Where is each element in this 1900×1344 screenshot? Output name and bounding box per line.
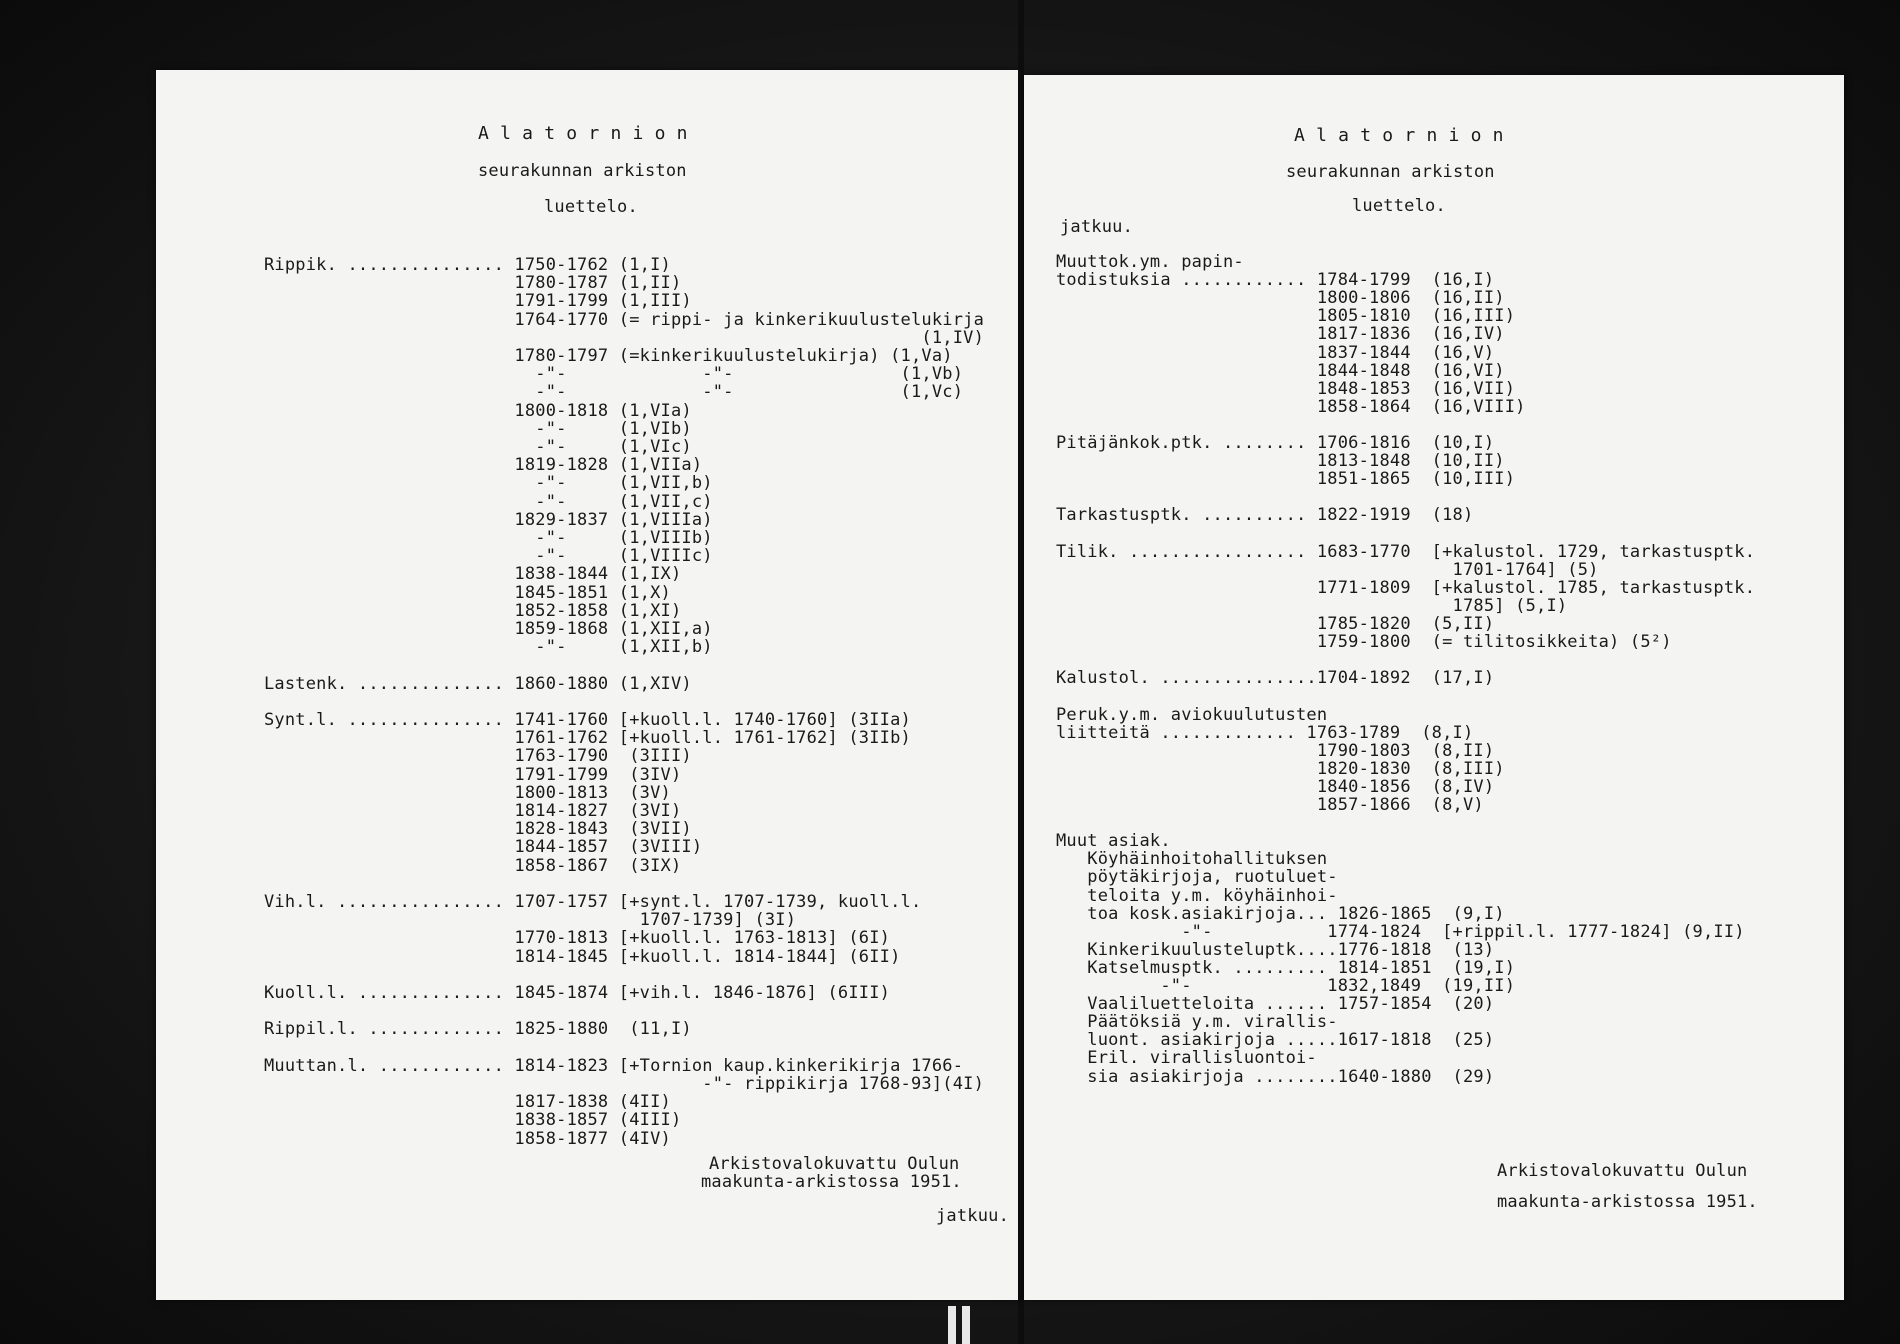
catalog-line: 1838-1857 (4III) [264,1110,682,1131]
catalog-line: Peruk.y.m. aviokuulutusten [1056,704,1328,725]
right-page [1024,75,1844,1300]
right-title: A l a t o r n i o n [1294,125,1504,146]
catalog-line: 1763-1790 (3III) [264,746,692,767]
right-continued: jatkuu. [1060,217,1134,237]
catalog-line: 1858-1877 (4IV) [264,1128,671,1149]
catalog-line: -"- (1,VIIIb) [264,528,713,548]
catalog-line: 1837-1844 (16,V) [1056,342,1495,363]
catalog-line: (1,IV) [264,327,985,348]
catalog-line: 1844-1857 (3VIII) [264,837,703,858]
catalog-line: 1813-1848 (10,II) [1056,451,1505,472]
catalog-line: 1780-1797 (=kinkerikuulustelukirja) (1,Va) [264,346,953,366]
right-note-line2: maakunta-arkistossa 1951. [1497,1192,1758,1212]
left-page [156,70,1018,1300]
catalog-line: 1791-1799 (3IV) [264,764,682,785]
catalog-line: -"- (1,XII,b) [264,637,713,658]
catalog-line: 1707-1739] (3I) [264,910,797,931]
catalog-line: 1858-1864 (16,VIII) [1056,396,1526,417]
catalog-line: 1858-1867 (3IX) [264,855,682,876]
catalog-line: 1852-1858 (1,XI) [264,600,682,621]
catalog-line: 1828-1843 (3VII) [264,819,692,840]
catalog-line: -"- 1774-1824 [+rippil.l. 1777-1824] (9,II) [1056,921,1745,942]
catalog-line: liitteitä ............. 1763-1789 (8,I) [1056,722,1474,743]
catalog-line: 1785] (5,I) [1056,595,1568,616]
catalog-line: -"- (1,VII,c) [264,491,713,512]
catalog-line: Pitäjänkok.ptk. ........ 1706-1816 (10,I) [1056,433,1495,453]
catalog-line: luont. asiakirjoja .....1617-1818 (25) [1056,1030,1495,1051]
catalog-line: Synt.l. ............... 1741-1760 [+kuoll.l. 1740-1760] (3IIa) [264,710,911,730]
catalog-line: todistuksia ............ 1784-1799 (16,I) [1056,270,1495,291]
catalog-line: 1780-1787 (1,II) [264,273,682,294]
catalog-line: 1857-1866 (8,V) [1056,795,1484,815]
catalog-line: Eril. virallisluontoi- [1056,1048,1317,1069]
left-subtitle: seurakunnan arkiston [478,161,687,181]
catalog-line: Muuttok.ym. papin- [1056,252,1244,272]
catalog-line: 1761-1762 [+kuoll.l. 1761-1762] (3IIb) [264,728,911,749]
catalog-line: 1848-1853 (16,VII) [1056,378,1516,399]
catalog-line: -"- (1,VIc) [264,437,692,457]
left-note-line2: maakunta-arkistossa 1951. [701,1172,962,1192]
catalog-line: 1791-1799 (1,III) [264,291,692,312]
right-note-line1: Arkistovalokuvattu Oulun [1497,1161,1748,1181]
catalog-line: -"- (1,VIIIc) [264,546,713,567]
left-continued: jatkuu. [936,1206,1010,1226]
catalog-line: 1770-1813 [+kuoll.l. 1763-1813] (6I) [264,928,891,949]
catalog-line: 1701-1764] (5) [1056,559,1599,580]
catalog-line: Muut asiak. [1056,831,1171,852]
catalog-line: Lastenk. .............. 1860-1880 (1,XIV) [264,673,692,694]
catalog-line: Kuoll.l. .............. 1845-1874 [+vih.l. 1846-1876] (6III) [264,983,891,1003]
catalog-line: 1851-1865 (10,III) [1056,469,1516,490]
catalog-line: 1790-1803 (8,II) [1056,740,1495,761]
catalog-line: -"- 1832,1849 (19,II) [1056,976,1516,996]
catalog-line: 1814-1845 [+kuoll.l. 1814-1844] (6II) [264,946,901,967]
catalog-line: 1814-1827 (3VI) [264,801,682,821]
right-subtitle2: luettelo. [1352,196,1446,216]
catalog-line: 1800-1806 (16,II) [1056,288,1505,309]
catalog-line: Köyhäinhoitohallituksen [1056,849,1328,870]
catalog-line: -"- rippikirja 1768-93](4I) [264,1074,985,1094]
catalog-line: 1771-1809 [+kalustol. 1785, tarkastusptk. [1056,577,1756,598]
left-subtitle2: luettelo. [544,197,638,217]
catalog-line: 1800-1818 (1,VIa) [264,400,692,421]
catalog-line: Kinkerikuulusteluptk....1776-1818 (13) [1056,939,1495,960]
catalog-line: 1800-1813 (3V) [264,782,671,803]
left-title: A l a t o r n i o n [478,123,688,144]
catalog-line: Tarkastusptk. .......... 1822-1919 (18) [1056,505,1474,526]
film-sprocket-mark [962,1306,970,1344]
catalog-line: 1820-1830 (8,III) [1056,758,1505,779]
catalog-line: Vaaliluetteloita ...... 1757-1854 (20) [1056,994,1495,1015]
catalog-line: 1805-1810 (16,III) [1056,306,1516,327]
right-subtitle: seurakunnan arkiston [1286,162,1495,182]
catalog-line: Vih.l. ................ 1707-1757 [+synt.l. 1707-1739, kuoll.l. [264,892,922,912]
catalog-line: Kalustol. ...............1704-1892 (17,I) [1056,668,1495,689]
catalog-line: 1764-1770 (= rippi- ja kinkerikuulustelukirja [264,309,985,330]
left-note-line1: Arkistovalokuvattu Oulun [709,1154,960,1174]
catalog-line: Muuttan.l. ............ 1814-1823 [+Tornion kaup.kinkerikirja 1766- [264,1055,964,1076]
catalog-line: -"- -"- (1,Vc) [264,382,964,403]
catalog-line: -"- (1,VIb) [264,418,692,439]
catalog-line: -"- (1,VII,b) [264,473,713,494]
catalog-line: Tilik. ................. 1683-1770 [+kalustol. 1729, tarkastusptk. [1056,541,1756,562]
catalog-line: Rippik. ............... 1750-1762 (1,I) [264,255,671,275]
film-sprocket-mark [948,1306,956,1344]
catalog-line: teloita y.m. köyhäinhoi- [1056,885,1338,906]
catalog-line: Katselmusptk. ......... 1814-1851 (19,I) [1056,957,1516,978]
catalog-line: 1785-1820 (5,II) [1056,614,1495,634]
catalog-line: 1759-1800 (= tilitosikkeita) (5²) [1056,632,1672,653]
catalog-line: sia asiakirjoja ........1640-1880 (29) [1056,1066,1495,1087]
catalog-line: toa kosk.asiakirjoja... 1826-1865 (9,I) [1056,903,1505,924]
catalog-line: -"- -"- (1,Vb) [264,364,964,385]
catalog-line: pöytäkirjoja, ruotuluet- [1056,867,1338,888]
catalog-line: Rippil.l. ............. 1825-1880 (11,I) [264,1019,692,1040]
catalog-line: 1817-1838 (4II) [264,1092,671,1113]
catalog-line: Päätöksiä y.m. virallis- [1056,1012,1338,1033]
catalog-line: 1845-1851 (1,X) [264,582,671,603]
catalog-line: 1844-1848 (16,VI) [1056,360,1505,381]
catalog-line: 1840-1856 (8,IV) [1056,776,1495,797]
catalog-line: 1838-1844 (1,IX) [264,564,682,585]
catalog-line: 1817-1836 (16,IV) [1056,324,1505,345]
catalog-line: 1829-1837 (1,VIIIa) [264,509,713,530]
catalog-line: 1819-1828 (1,VIIa) [264,455,703,476]
catalog-line: 1859-1868 (1,XII,a) [264,619,713,639]
